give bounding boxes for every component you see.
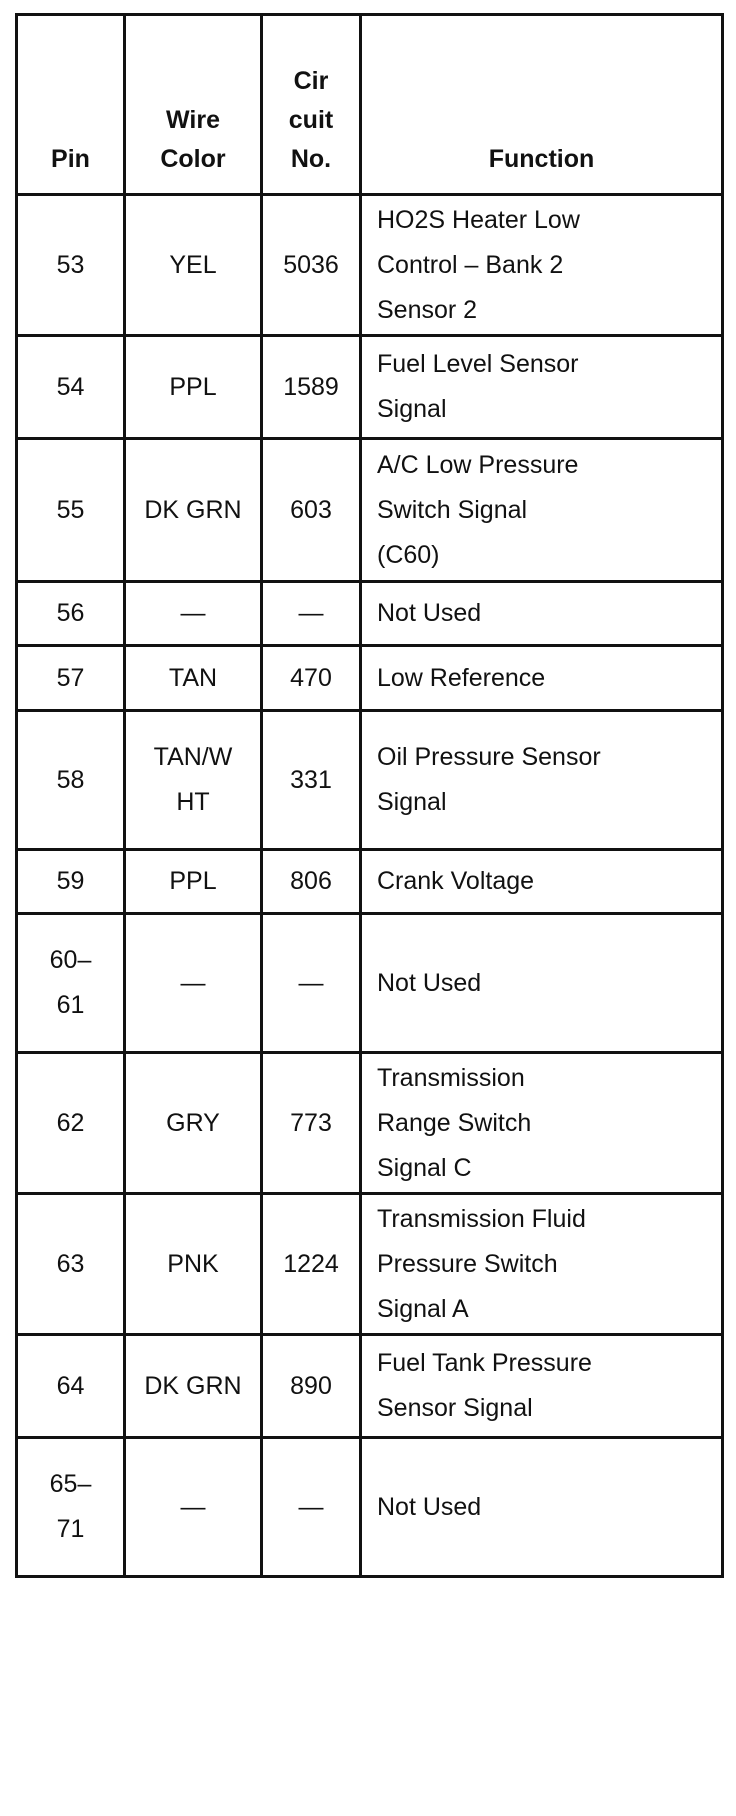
- table-row: [17, 850, 723, 914]
- function-cell: Oil Pressure Sensor Signal: [361, 711, 723, 850]
- function-cell: A/C Low Pressure Switch Signal (C60): [361, 439, 723, 582]
- pin-cell: 58: [17, 711, 125, 850]
- table-row: [17, 1194, 723, 1335]
- table-row: [17, 582, 723, 646]
- function-cell: Not Used: [361, 582, 723, 646]
- circuit-cell: 603: [262, 439, 361, 582]
- circuit-cell: 806: [262, 850, 361, 914]
- wire-color-cell: PPL: [125, 850, 262, 914]
- pin-cell: 54: [17, 336, 125, 439]
- header-row: [17, 15, 723, 195]
- pin-cell: 56: [17, 582, 125, 646]
- pin-cell: 63: [17, 1194, 125, 1335]
- wire-color-cell: GRY: [125, 1053, 262, 1194]
- wire-color-cell: —: [125, 582, 262, 646]
- function-cell: Fuel Tank Pressure Sensor Signal: [361, 1335, 723, 1438]
- circuit-cell: 470: [262, 646, 361, 711]
- pin-cell: 64: [17, 1335, 125, 1438]
- pin-cell: 65– 71: [17, 1438, 125, 1577]
- wire-color-cell: DK GRN: [125, 1335, 262, 1438]
- function-cell: Crank Voltage: [361, 850, 723, 914]
- header-wire-color: Wire Color: [125, 15, 262, 195]
- pin-cell: 57: [17, 646, 125, 711]
- wire-color-cell: —: [125, 1438, 262, 1577]
- table-row: [17, 439, 723, 582]
- table-row: [17, 711, 723, 850]
- circuit-cell: —: [262, 914, 361, 1053]
- circuit-cell: 1589: [262, 336, 361, 439]
- function-cell: Low Reference: [361, 646, 723, 711]
- table-row: [17, 646, 723, 711]
- table-row: [17, 195, 723, 336]
- circuit-cell: —: [262, 582, 361, 646]
- header-circuit-number: Cir cuit No.: [262, 15, 361, 195]
- circuit-cell: 1224: [262, 1194, 361, 1335]
- wire-color-cell: PPL: [125, 336, 262, 439]
- table-row: [17, 1053, 723, 1194]
- circuit-cell: 773: [262, 1053, 361, 1194]
- function-cell: HO2S Heater Low Control – Bank 2 Sensor 2: [361, 195, 723, 336]
- circuit-cell: 890: [262, 1335, 361, 1438]
- pin-cell: 59: [17, 850, 125, 914]
- circuit-cell: 5036: [262, 195, 361, 336]
- pin-cell: 55: [17, 439, 125, 582]
- pin-cell: 62: [17, 1053, 125, 1194]
- wire-color-cell: YEL: [125, 195, 262, 336]
- wire-color-cell: TAN/W HT: [125, 711, 262, 850]
- connector-pin-table: [15, 13, 724, 1578]
- circuit-cell: 331: [262, 711, 361, 850]
- function-cell: Not Used: [361, 914, 723, 1053]
- function-cell: Transmission Range Switch Signal C: [361, 1053, 723, 1194]
- function-cell: Transmission Fluid Pressure Switch Signal A: [361, 1194, 723, 1335]
- table-row: [17, 336, 723, 439]
- function-cell: Not Used: [361, 1438, 723, 1577]
- header-function: Function: [361, 15, 723, 195]
- function-cell: Fuel Level Sensor Signal: [361, 336, 723, 439]
- wire-color-cell: —: [125, 914, 262, 1053]
- table-row: [17, 1335, 723, 1438]
- pin-cell: 53: [17, 195, 125, 336]
- wire-color-cell: TAN: [125, 646, 262, 711]
- table-row: [17, 914, 723, 1053]
- wire-color-cell: PNK: [125, 1194, 262, 1335]
- wire-color-cell: DK GRN: [125, 439, 262, 582]
- pin-cell: 60– 61: [17, 914, 125, 1053]
- circuit-cell: —: [262, 1438, 361, 1577]
- header-pin: Pin: [17, 15, 125, 195]
- table-row: [17, 1438, 723, 1577]
